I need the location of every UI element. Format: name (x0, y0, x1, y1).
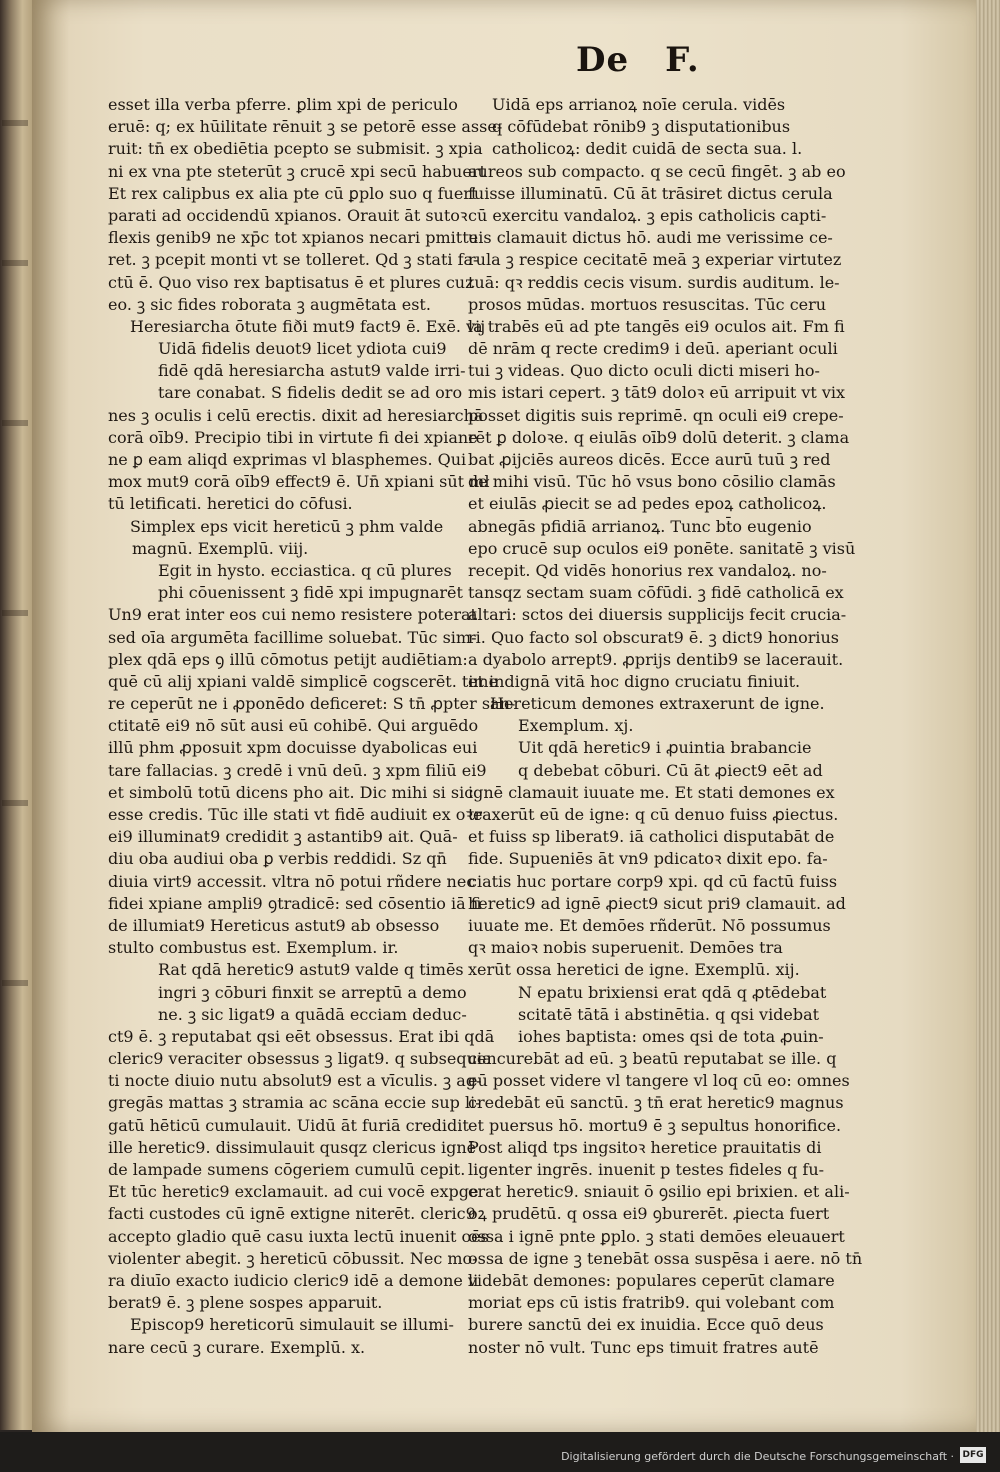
text-line: prosos mūdas. mortuos resuscitas. Tūc ceru (468, 294, 827, 314)
text-line: Post aliqd tps ingsitoꝛ heretice prauitatis di (468, 1137, 822, 1157)
text-line: Rat qdā heretic9 astut9 valde q timēs (158, 960, 464, 980)
text-line: mis istari cepert. ꝫ tāt9 doloꝛ eū arripuit vt vix (468, 383, 846, 403)
text-line: credebāt eū sanctū. ꝫ tn̄ erat heretic9 magnus (468, 1093, 844, 1113)
text-line: fuisse illuminatū. Cū āt trāsiret dictus cerula (468, 183, 833, 203)
text-line: rēt ꝑ doloꝛe. q eiulās oīb9 dolū deterit. ꝫ clama (468, 427, 850, 447)
previous-page-text-fragment (2, 120, 28, 126)
text-line: ignē clamauit iuuate me. Et stati demones ex (468, 782, 835, 802)
text-line: ingri ꝫ cōburi finxit se arreptū a demo (158, 982, 467, 1002)
text-line: ruit: tn̄ ex obediētia pcepto se submisit. ꝫ xpia (108, 139, 483, 159)
text-line: parati ad occidendū xpianos. Orauit āt sutoꝛ (108, 205, 468, 225)
text-line: rula ꝫ respice cecitatē meā ꝫ experiar virtutez (468, 250, 842, 270)
text-line: accepto gladio quē casu iuxta lectū inuenit oēs (108, 1226, 489, 1246)
text-line: et indignā vitā hoc digno cruciatu finiuit. (468, 671, 801, 691)
text-line: q debebat cōburi. Cū āt ꝓiect9 eēt ad (518, 760, 823, 780)
text-line: de mihi visū. Tūc hō vsus bono cōsilio clamās (468, 472, 836, 492)
text-line: re ceperūt ne i ꝓponēdo deficeret: S tn̄ ꝓpter san- (108, 694, 516, 714)
text-line: sed oīa argumēta facillime soluebat. Tūc sim- (108, 627, 477, 647)
text-line: cia curebāt ad eū. ꝫ beatū reputabat se ille. q (468, 1049, 837, 1069)
running-header (576, 40, 700, 80)
text-line: dē nrām q recte credim9 i deū. aperiant oculi (468, 339, 838, 359)
text-line: illū phm ꝓposuit xpm docuisse dyabolicas eui (108, 738, 478, 758)
text-line: a dyabolo arrept9. ꝓprijs dentib9 se lacerauit. (468, 649, 844, 669)
page-stack-edge (976, 0, 1000, 1432)
text-line: quē cū alij xpiani valdē simplicē cogscerēt. time (108, 671, 499, 691)
text-line: esse credis. Tūc ille stati vt fidē audiuit ex oꝛe (108, 805, 483, 824)
previous-page-text-fragment (2, 420, 28, 426)
dfg-logo: DFG (960, 1447, 986, 1463)
text-line: Heresiarcha ōtute fiði mut9 fact9 ē. Exē. vij (130, 316, 486, 336)
text-line: scitatē tātā i abstinētia. q qsi videbat (518, 1004, 820, 1024)
text-line: Uit qdā heretic9 i ꝓuintia brabancie (518, 738, 812, 758)
text-line: fidē qdā heresiarcha astut9 valde irri- (158, 361, 466, 381)
text-line: eū posset videre vl tangere vl loq cū eo: omnes (468, 1071, 850, 1091)
text-line: tansqz sectam suam cōfūdi. ꝫ fidē catholicā ex (468, 583, 844, 603)
text-line: ille heretic9. dissimulauit qusqz clericus ignē (108, 1137, 477, 1157)
text-line: nes ꝫ oculis i celū erectis. dixit ad heresiarchā (108, 405, 484, 425)
text-line: diuia virt9 accessit. vltra nō potui rñdere nec (108, 871, 476, 891)
text-line: catholicoꝝ: dedit cuidā de secta sua. l. (492, 139, 803, 159)
text-line: mox mut9 corā oīb9 effect9 ē. Un̄ xpiani sūt mł (108, 472, 490, 492)
previous-page-edge (0, 0, 32, 1430)
text-line: eruē: q; ex hūilitate rēnuit ꝫ se petorē esse asse- (108, 117, 503, 137)
text-line: abnegās pfidiā arrianoꝝ. Tunc bt̄o eugenio (468, 516, 812, 536)
text-line: iuuate me. Et demōes rñderūt. Nō possumus (468, 915, 831, 935)
text-line: flexis genib9 ne xp̄c tot xpianos necari pmitte (108, 228, 479, 248)
previous-page-text-fragment (2, 260, 28, 266)
text-line: Uidā fidelis deuot9 licet ydiota cui9 (158, 339, 447, 359)
text-line: traxerūt eū de igne: q cū denuo fuiss ꝓiectus. (468, 805, 839, 824)
text-line: diu oba audiui oba ꝑ verbis reddidi. Sz qn̄ (108, 849, 447, 869)
text-line: Hereticum demones extraxerunt de igne. (490, 694, 825, 714)
text-line: noster nō vult. Tunc eps timuit fratres autē (468, 1337, 819, 1357)
text-line: facti custodes cū ignē extigne niterēt. cleric9 (108, 1204, 476, 1224)
text-line: tare fallacias. ꝫ credē i vnū deū. ꝫ xpm filiū ei9 (108, 760, 487, 780)
text-line: ossa de igne ꝫ tenebāt ossa suspēsa i aere. nō tn̄ (468, 1248, 863, 1268)
text-line: fidei xpiane ampli9 ꝯtradicē: sed cōsentio iā fi (108, 893, 482, 913)
text-line: et eiulās ꝓiecit se ad pedes epoꝝ catholicoꝝ. (468, 494, 827, 514)
text-line: gregās mattas ꝫ stramia ac scāna eccie sup li- (108, 1093, 481, 1113)
text-line: esset illa verba pferre. ꝑlim xpi de periculo (108, 95, 458, 114)
text-line: ctitatē ei9 nō sūt ausi eū cohibē. Qui arguēdo (108, 716, 479, 736)
text-line: phi cōuenissent ꝫ fidē xpi impugnarēt (158, 583, 463, 603)
text-line: cleric9 veraciter obsessus ꝫ ligat9. q subsequen (108, 1049, 497, 1069)
text-line: N epatu brixiensi erat qdā q ꝓtēdebat (518, 982, 827, 1002)
text-line: ctū ē. Quo viso rex baptisatus ē et plures cuz (108, 272, 474, 292)
text-line: q cōfūdebat rōnib9 ꝫ disputationibus (492, 117, 791, 137)
text-line: ret. ꝫ pcepit monti vt se tolleret. Qd ꝫ stati fa- (108, 250, 479, 270)
text-line: altari: sctos dei diuersis supplicijs fecit crucia- (468, 605, 847, 625)
text-line: Uidā eps arrianoꝝ noīe cerula. vidēs (492, 95, 786, 114)
text-line: la trabēs eū ad pte tangēs ei9 oculos ait. Fm fi (468, 316, 845, 336)
text-line: uis clamauit dictus hō. audi me verissime ce- (468, 228, 833, 248)
header-right: F. (665, 40, 700, 80)
previous-page-text-fragment (2, 980, 28, 986)
text-line: bat ꝓijciēs aureos dicēs. Ecce aurū tuū ꝫ red (468, 450, 831, 469)
text-line: Egit in hysto. ecciastica. q cū plures (158, 560, 452, 580)
header-left: De (576, 40, 630, 80)
text-line: ne ꝑ eam aliqd exprimas vl blasphemes. Qui (108, 450, 467, 469)
text-line: ciatis huc portare corp9 xpi. qd cū factū fuiss (468, 871, 838, 891)
text-line: posset digitis suis reprimē. qn oculi ei9 crepe- (468, 405, 844, 425)
text-line: ri. Quo facto sol obscurat9 ē. ꝫ dict9 honorius (468, 627, 840, 647)
text-line: oꝝ prudētū. q ossa ei9 ꝯburerēt. ꝓiecta fuert (468, 1204, 830, 1224)
text-line: magnū. Exemplū. viij. (132, 538, 309, 558)
text-line: heretic9 ad ignē ꝓiect9 sicut pri9 clamauit. ad (468, 893, 846, 913)
text-line: de lampade sumens cōgeriem cumulū cepit. (108, 1160, 466, 1179)
text-line: xerūt ossa heretici de igne. Exemplū. xij. (468, 960, 800, 980)
text-line: ne. ꝫ sic ligat9 a quādā ecciam deduc- (158, 1004, 467, 1024)
text-line: plex qdā eps ꝯ illū cōmotus petijt audiētiam: (108, 649, 468, 669)
text-line: tare conabat. S fidelis dedit se ad oro (158, 383, 463, 403)
text-line: corā oīb9. Precipio tibi in virtute fi dei xpiane (108, 427, 478, 447)
text-line: ossa i ignē pnte ꝑplo. ꝫ stati demōes eleuauert (468, 1226, 845, 1246)
text-line: epo crucē sup oculos ei9 ponēte. sanitatē ꝫ visū (468, 538, 856, 558)
text-line: erat heretic9. sniauit ō ꝯsilio epi brixien. et ali- (468, 1182, 850, 1202)
text-line: tū letificati. heretici do cōfusi. (108, 494, 353, 514)
text-line: et fuiss sp liberat9. iā catholici disputabāt de (468, 827, 835, 847)
text-line: tuā: qꝛ reddis cecis visum. surdis auditum. le- (468, 272, 840, 292)
text-line: stulto combustus est. Exemplum. ir. (108, 938, 399, 958)
text-line: Un9 erat inter eos cui nemo resistere poterat (108, 605, 477, 625)
text-line: violenter abegit. ꝫ hereticū cōbussit. Nec mo- (108, 1248, 478, 1268)
text-line: nare cecū ꝫ curare. Exemplū. x. (108, 1337, 366, 1357)
right-text-column (468, 94, 863, 1359)
text-line: moriat eps cū istis fratrib9. qui volebant com (468, 1293, 835, 1313)
text-line: ligenter ingrēs. inuenit p testes fideles q fu- (468, 1160, 825, 1179)
text-line: iohes baptista: omes qsi de tota ꝓuin- (518, 1026, 824, 1046)
text-line: ei9 illuminat9 credidit ꝫ astantib9 ait. Quā- (108, 827, 458, 847)
text-line: aureos sub compacto. q se cecū fingēt. ꝫ ab eo (468, 161, 846, 181)
text-line: Simplex eps vicit hereticū ꝫ phm valde (130, 516, 444, 536)
text-line: et puersus hō. mortu9 ē ꝫ sepultus honorifice. (468, 1115, 842, 1135)
text-line: eo. ꝫ sic fides roborata ꝫ augmētata est. (108, 294, 431, 314)
text-line: ct9 ē. ꝫ reputabat qsi eēt obsessus. Erat ibi qdā (108, 1026, 495, 1046)
text-line: Et tūc heretic9 exclamauit. ad cui vocē expge (108, 1182, 479, 1202)
text-line: qꝛ maioꝛ nobis superuenit. Demōes tra (468, 938, 783, 958)
text-line: burere sanctū dei ex inuidia. Ecce quō deus (468, 1315, 824, 1335)
left-text-column (108, 94, 516, 1359)
text-line: ti nocte diuio nutu absolut9 est a vīculis. ꝫ ag- (108, 1071, 482, 1091)
text-line: berat9 ē. ꝫ plene sospes apparuit. (108, 1293, 383, 1313)
text-line: et simbolū totū dicens pho ait. Dic mihi si sic (108, 782, 474, 802)
text-line: Exemplum. xj. (518, 716, 634, 736)
text-line: ra diuīo exacto iudicio cleric9 idē a demone li (108, 1270, 479, 1290)
text-line: tui ꝫ videas. Quo dicto oculi dicti miseri ho- (468, 361, 820, 381)
text-line: de illumiat9 Hereticus astut9 ab obsesso (108, 915, 440, 935)
text-line: recepit. Qd vidēs honorius rex vandaloꝝ. no- (468, 560, 827, 580)
text-line: Et rex calipbus ex alia pte cū ꝑplo suo q fuert (108, 183, 478, 203)
text-line: Episcop9 hereticorū simulauit se illumi- (130, 1315, 454, 1335)
previous-page-text-fragment (2, 800, 28, 806)
digitization-credit: Digitalisierung gefördert durch die Deutsche Forschungsgemeinschaft · (561, 1450, 954, 1463)
previous-page-text-fragment (2, 610, 28, 616)
text-line: fide. Supueniēs āt vn9 pdicatoꝛ dixit epo. fa- (468, 849, 828, 869)
text-line: cū exercitu vandaloꝝ. ꝫ epis catholicis capti- (468, 205, 827, 225)
text-line: videbāt demones: populares ceperūt clamare (468, 1270, 835, 1290)
text-line: gatū hēticū cumulauit. Uidū āt furiā credidit (108, 1115, 469, 1135)
text-line: ni ex vna pte steterūt ꝫ crucē xpi secū habuert (108, 161, 486, 181)
